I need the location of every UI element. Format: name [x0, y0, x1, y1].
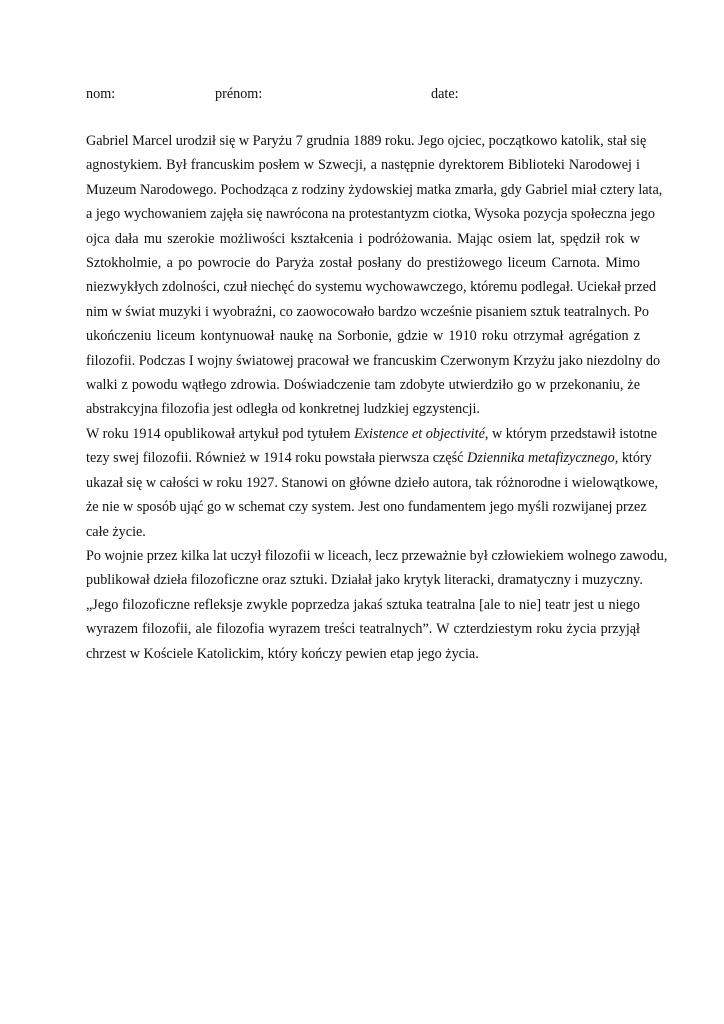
paragraph-later-life [86, 544, 668, 666]
text-segment: tezy swej filozofii. Również w 1914 roku powstała pierwsza część [86, 450, 467, 467]
prenom-label: prénom: [215, 86, 263, 102]
text-line: nim w świat muzyki i wyobraźni, co zaowocowało bardzo wcześnie pisaniem sztuk teatralnych. Po [86, 303, 649, 320]
text-segment: W roku 1914 opublikował artykuł pod tytułem [86, 425, 355, 442]
text-line: Po wojnie przez kilka lat uczył filozofii w liceach, lecz przeważnie był człowiekiem wolnego zawodu, [86, 547, 668, 564]
text-segment: , w którym przedstawił istotne [484, 425, 658, 442]
text-line: Gabriel Marcel urodził się w Paryżu 7 grudnia 1889 roku. Jego ojciec, początkowo katolik, stał się [86, 133, 647, 149]
text-line: walki z powodu wątłego zdrowia. Doświadczenie tam zdobyte utwierdziło go w przekonaniu, że [86, 377, 640, 394]
date-label: date: [431, 86, 459, 102]
text-line: „Jego filozoficzne refleksje zwykle poprzedza jakaś sztuka teatralna [ale to nie] teatr jest u niego [86, 596, 640, 613]
text-line: publikował dzieła filozoficzne oraz sztuki. Działał jako krytyk literacki, dramatyczny i muzyczny. [86, 572, 643, 589]
text-line: Sztokholmie, a po powrocie do Paryża został posłany do prestiżowego liceum Carnota. Mimo [86, 255, 640, 272]
text-line [86, 446, 652, 470]
text-line: a jego wychowaniem zajęła się nawrócona na protestantyzm ciotka, Wysoka pozycja społeczna jego [86, 206, 655, 223]
worksheet-header [0, 86, 724, 106]
text-line: Muzeum Narodowego. Pochodząca z rodziny żydowskiej matka zmarła, gdy Gabriel miał cztery lata, [86, 181, 663, 198]
text-line: agnostykiem. Był francuskim posłem w Szwecji, a następnie dyrektorem Biblioteki Narodowej i [86, 157, 640, 174]
nom-label: nom: [86, 86, 116, 102]
text-line: niezwykłych zdolności, czuł niechęć do systemu wychowawczego, któremu podlegał. Uciekał przed [86, 279, 657, 296]
document-body [86, 129, 668, 666]
text-line: ojca dała mu szerokie możliwości kształcenia i podróżowania. Mając osiem lat, spędził rok w [86, 230, 640, 247]
text-line [86, 422, 658, 446]
text-line: filozofii. Podczas I wojny światowej pracował we francuskim Czerwonym Krzyżu jako niezdolny do [86, 352, 661, 369]
text-line: chrzest w Kościele Katolickim, który kończy pewien etap jego życia. [86, 645, 479, 662]
text-line: że nie w sposób ująć go w schemat czy system. Jest ono fundamentem jego myśli rozwijanej przez [86, 499, 647, 516]
text-line: ukazał się w całości w roku 1927. Stanowi on główne dzieło autora, tak różnorodne i wielowątkowe, [86, 474, 659, 491]
paragraph-works [86, 422, 659, 544]
text-line: ukończeniu liceum kontynuował naukę na Sorbonie, gdzie w 1910 roku otrzymał agrégation z [86, 328, 640, 345]
text-line: wyrazem filozofii, ale filozofia wyrazem treści teatralnych”. W czterdziestym roku życia przyjął [86, 621, 640, 638]
paragraph-biography [86, 129, 663, 422]
work-title-dziennik: Dziennika metafizycznego [466, 450, 615, 467]
text-line: abstrakcyjna filozofia jest odległa od konkretnej ludzkiej egzystencji. [86, 401, 480, 418]
work-title-existence: Existence et objectivité [354, 425, 485, 442]
text-segment: , który [614, 450, 652, 467]
text-line: całe życie. [86, 523, 146, 540]
